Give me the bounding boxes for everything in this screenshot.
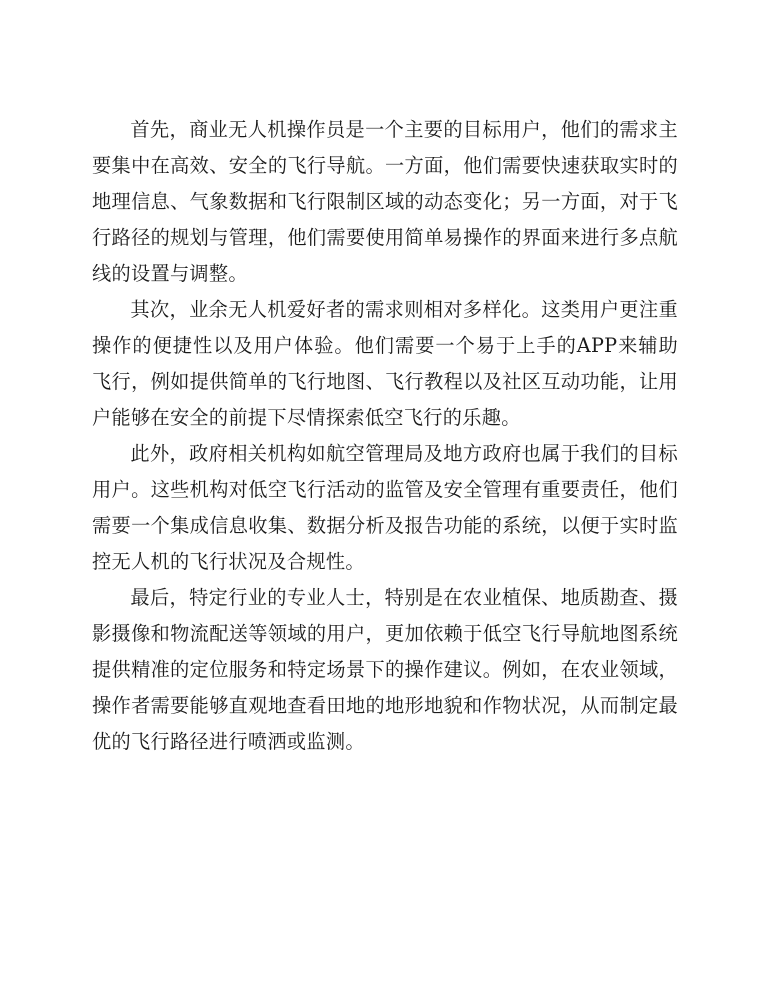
document-body [92,112,678,760]
paragraph-industry-professionals: 最后，特定行业的专业人士，特别是在农业植保、地质勘查、摄影摄像和物流配送等领域的用户，更加依赖于低空飞行导航地图系统提供精准的定位服务和特定场景下的操作建议。例如，在农业领域，操作者需要能够直观地查看田地的地形地貌和作物状况，从而制定最优的飞行路径进行喷洒或监测。 [92,586,678,753]
paragraph-commercial-operators: 首先，商业无人机操作员是一个主要的目标用户，他们的需求主要集中在高效、安全的飞行导航。一方面，他们需要快速获取实时的地理信息、气象数据和飞行限制区域的动态变化；另一方面，对于飞行路径的规划与管理，他们需要使用简单易操作的界面来进行多点航线的设置与调整。 [92,118,678,285]
paragraph-hobbyists: 其次，业余无人机爱好者的需求则相对多样化。这类用户更注重操作的便捷性以及用户体验。他们需要一个易于上手的APP来辅助飞行，例如提供简单的飞行地图、飞行教程以及社区互动功能，让用户能够在安全的前提下尽情探索低空飞行的乐趣。 [92,298,678,429]
paragraph-government-agencies: 此外，政府相关机构如航空管理局及地方政府也属于我们的目标用户。这些机构对低空飞行活动的监管及安全管理有重要责任，他们需要一个集成信息收集、数据分析及报告功能的系统，以便于实时监控无人机的飞行状况及合规性。 [92,442,678,573]
